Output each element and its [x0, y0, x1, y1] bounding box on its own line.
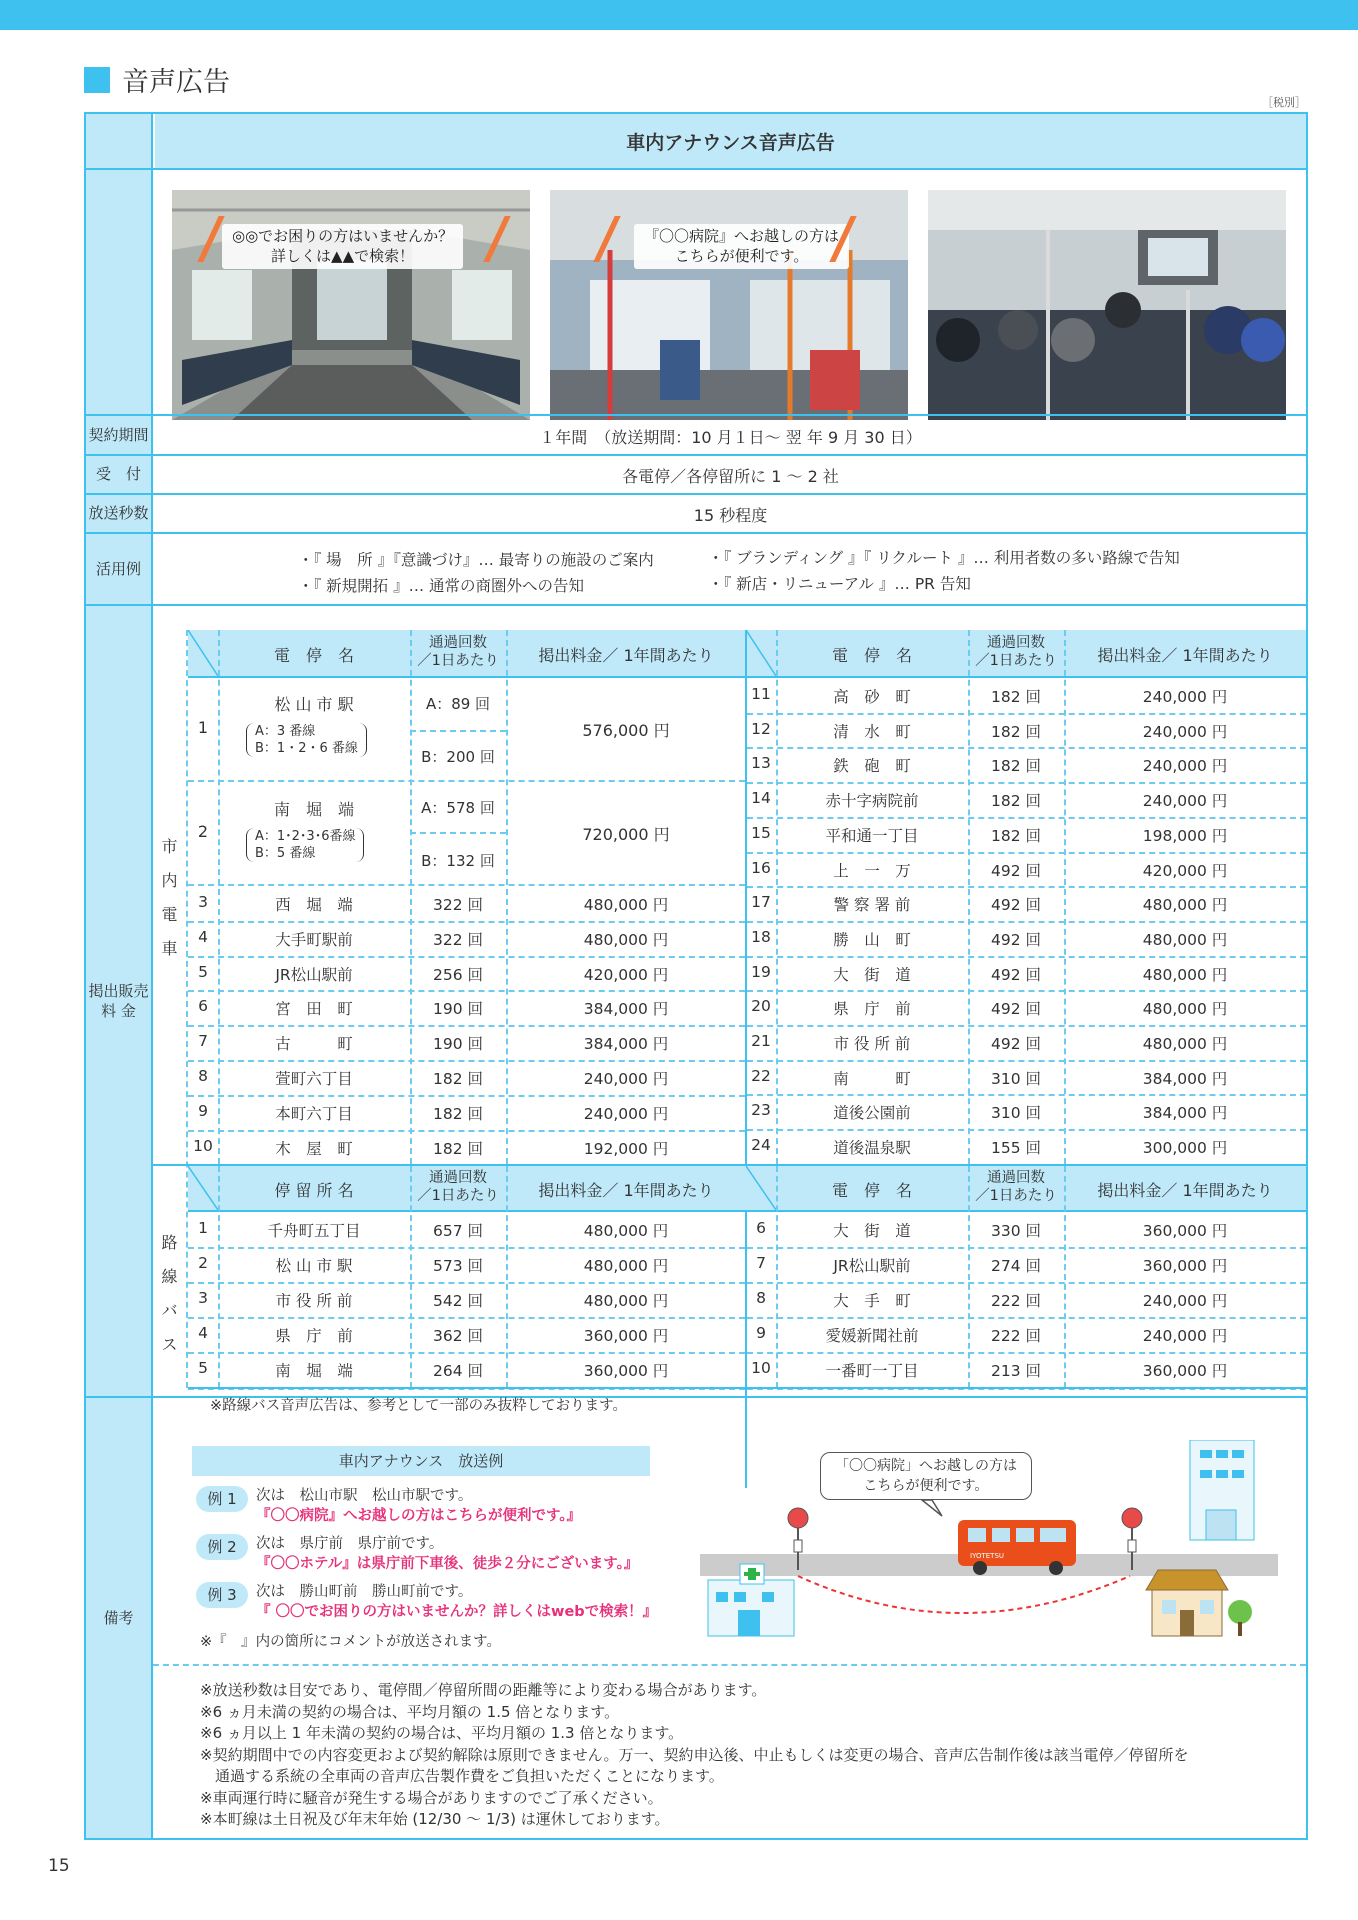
row-number: 16: [751, 858, 771, 877]
line-b: B：1・2・6 番線: [255, 741, 358, 756]
row-divider: [188, 1317, 745, 1319]
ad-price: 420,000 円: [1142, 861, 1228, 880]
stop-name: 南 堀 端: [275, 1362, 353, 1381]
bus-header-name-left: 停 留 所 名: [274, 1181, 354, 1200]
tram-side-char: 内: [161, 871, 178, 890]
pass-count: 322 回: [432, 896, 483, 914]
stop-name: 木 屋 町: [275, 1139, 353, 1158]
pass-count: 274 回: [990, 1257, 1041, 1276]
row-number: 17: [751, 893, 771, 912]
tram-stop-lines: [246, 723, 367, 757]
row-number: 9: [198, 1101, 208, 1120]
broadcast-example-title: 車内アナウンス 放送例: [192, 1446, 650, 1476]
title-row-label-cell: [86, 114, 153, 168]
ad-price: 480,000 円: [583, 930, 669, 949]
row-divider: [747, 1247, 1306, 1249]
price-label-line2: 料 金: [101, 1002, 136, 1020]
row-divider: [747, 956, 1306, 958]
row-number: 24: [751, 1136, 771, 1155]
header-count-line2: ／1日あたり: [975, 653, 1057, 669]
row-divider: [188, 921, 745, 923]
row-number: 5: [198, 962, 208, 981]
bus-side-char: 路: [161, 1233, 178, 1252]
pass-count: 492 回: [990, 1035, 1041, 1053]
stop-name: 愛媛新聞社前: [825, 1327, 919, 1346]
stop-name: 西 堀 端: [275, 896, 353, 914]
row-number: 20: [751, 997, 771, 1016]
usage-example-3: ・『 ブランディング 』『 リクルート 』… 利用者数の多い路線で告知: [708, 549, 1180, 567]
line-a: A：3 番線: [255, 724, 316, 739]
ad-price: 360,000 円: [583, 1327, 669, 1346]
ad-price: 240,000 円: [1142, 757, 1228, 776]
seconds-label: 放送秒数: [86, 495, 153, 532]
row-divider: [747, 852, 1306, 854]
pass-count: 322 回: [432, 930, 483, 949]
row-number: 4: [198, 1324, 208, 1343]
row-divider: [747, 1352, 1306, 1354]
row-divider: [747, 921, 1306, 923]
usage-example-4: ・『 新店・リニューアル 』… PR 告知: [708, 575, 971, 593]
pass-count: 573 回: [432, 1257, 483, 1276]
top-accent-bar: [0, 0, 1358, 30]
pass-count: 182 回: [990, 792, 1041, 811]
bus-side-label: [153, 1226, 186, 1362]
example-2-label: 例 2: [196, 1534, 248, 1560]
tram-stop-name: 松 山 市 駅: [274, 695, 354, 714]
row-number: 11: [751, 685, 771, 703]
row-divider: [747, 747, 1306, 749]
row-divider: [747, 1094, 1306, 1096]
ad-price: 480,000 円: [583, 1222, 669, 1240]
photo-train-interior: [172, 190, 530, 420]
stop-name: 鉄 砲 町: [833, 757, 911, 776]
row-number: 4: [198, 927, 208, 946]
usage-example-1: ・『 場 所 』『意識づけ』… 最寄りの施設のご案内: [298, 551, 654, 569]
title-square-icon: [84, 67, 110, 93]
row-number: 23: [751, 1101, 771, 1120]
stop-name: JR松山駅前: [833, 1257, 911, 1276]
tram-header-price-left: 掲出料金／ 1年間あたり: [538, 646, 714, 665]
ad-price: 300,000 円: [1142, 1139, 1228, 1158]
photo2-caption: [634, 224, 849, 269]
row-number: 22: [751, 1066, 771, 1085]
ad-price: 480,000 円: [1142, 1000, 1228, 1019]
usage-label: 活用例: [86, 534, 153, 604]
tram-side-char: 車: [161, 939, 178, 958]
diagonal-header-icon: [746, 630, 776, 676]
row-divider: [747, 1060, 1306, 1062]
stop-name: 大 街 道: [833, 965, 911, 984]
page-number: 15: [48, 1856, 70, 1876]
photo1-caption-line2: 詳しくは▲▲で検索！: [271, 246, 415, 265]
row-number: 7: [756, 1254, 766, 1273]
ad-price: 480,000 円: [1142, 1035, 1228, 1053]
stop-name: 清 水 町: [833, 722, 911, 741]
row-divider: [188, 1025, 745, 1027]
row-divider: [747, 817, 1306, 819]
pass-count: 492 回: [990, 930, 1041, 949]
ad-price: 480,000 円: [583, 896, 669, 914]
example-3-line1: 次は 勝山町前 勝山町前です。: [256, 1584, 473, 1600]
stop-name: 大手町駅前: [275, 930, 353, 949]
note-line: ※契約期間中での内容変更および契約解除は原則できません。万一、契約申込後、中止もしくは変更の場合、音声広告制作後は該当電停／停留所を: [200, 1745, 1189, 1764]
bus-header-count-right: [968, 1169, 1064, 1205]
row-number: 21: [751, 1032, 771, 1050]
pass-count: 264 回: [432, 1362, 483, 1381]
row-number: 3: [198, 893, 208, 911]
stop-name: 千舟町五丁目: [267, 1222, 361, 1240]
stop-name: 南 町: [833, 1069, 911, 1088]
route-map-icon: [700, 1440, 1280, 1640]
bus-footnote: ※路線バス音声広告は、参考として一部のみ抜粋しております。: [210, 1398, 627, 1414]
tram-row-no: 2: [197, 822, 209, 841]
pass-count: 182 回: [990, 757, 1041, 776]
example-1-label: 例 1: [196, 1486, 248, 1512]
stop-name: 宮 田 町: [275, 1000, 353, 1019]
tram-header-price-right: 掲出料金／ 1年間あたり: [1097, 646, 1273, 665]
ad-price: 480,000 円: [1142, 965, 1228, 984]
contract-label: 契約期間: [86, 416, 153, 454]
stop-name: 上 一 万: [833, 861, 911, 880]
ad-price: 240,000 円: [1142, 688, 1228, 706]
photo1-caption-line1: ◎◎でお困りの方はいませんか？: [232, 227, 454, 245]
bubble-line2: こちらが便利です。: [863, 1478, 989, 1494]
row-divider: [188, 990, 745, 992]
row-divider: [188, 1282, 745, 1284]
stop-name: 県 庁 前: [833, 1000, 911, 1019]
tax-note: ［税別］: [1262, 96, 1306, 109]
ad-price: 192,000 円: [583, 1139, 669, 1158]
stop-name: 赤十字病院前: [825, 792, 919, 811]
stop-name: 警 察 署 前: [833, 896, 911, 915]
ad-price: 480,000 円: [583, 1257, 669, 1276]
terms-notes: [200, 1680, 1188, 1831]
tram-header-name-left: 電 停 名: [273, 646, 354, 665]
bus-side-column: [153, 1166, 186, 1388]
row-divider: [188, 1095, 745, 1097]
row-number: 10: [751, 1359, 771, 1378]
pass-count: 182 回: [432, 1104, 483, 1123]
row-divider: [747, 1129, 1306, 1131]
bus-header-price-right: 掲出料金／ 1年間あたり: [1097, 1181, 1273, 1200]
row-number: 19: [751, 962, 771, 981]
row-divider: [188, 956, 745, 958]
photo1-caption: [222, 224, 463, 269]
ad-title: 車内アナウンス音声広告: [155, 114, 1306, 168]
route-illustration: [700, 1440, 1280, 1640]
note-line: ※6 ヵ月未満の契約の場合は、平均月額の 1.5 倍となります。: [200, 1702, 620, 1721]
row-divider: [747, 1025, 1306, 1027]
stop-name: 高 砂 町: [833, 688, 911, 706]
bus-brand-label: IYOTETSU: [970, 1552, 1005, 1560]
ad-price: 480,000 円: [1142, 896, 1228, 915]
stop-name: 萱町六丁目: [275, 1070, 353, 1088]
pass-count: 330 回: [990, 1222, 1041, 1240]
bus-side-char: バ: [161, 1301, 178, 1320]
pass-count: 492 回: [990, 861, 1041, 880]
ad-price: 420,000 円: [583, 965, 669, 984]
stop-name: 平和通一丁目: [825, 826, 919, 845]
row-number: 6: [756, 1219, 766, 1237]
row-divider: [747, 1282, 1306, 1284]
ad-price: 384,000 円: [1142, 1069, 1228, 1088]
bus-side-char: ス: [161, 1335, 178, 1354]
ad-price: 240,000 円: [1142, 792, 1228, 811]
row-number: 8: [198, 1067, 208, 1085]
accept-value: 各電停／各停留所に 1 ～ 2 社: [622, 467, 839, 486]
pass-count: 190 回: [432, 1000, 483, 1019]
stop-name: 本町六丁目: [275, 1104, 353, 1123]
line-a: A：1･2･3･6番線: [255, 829, 356, 844]
stop-name: 市 役 所 前: [833, 1035, 911, 1053]
section-title: [84, 60, 230, 99]
row-number: 9: [756, 1324, 766, 1343]
tram-count-a: A：578 回: [421, 799, 495, 817]
usage-example-2: ・『 新規開拓 』… 通常の商圏外への告知: [298, 577, 585, 595]
note-line: ※本町線は土日祝及び年末年始 (12/30 ～ 1/3) は運休しております。: [200, 1810, 670, 1828]
photo2-caption-line2: こちらが便利です。: [674, 246, 809, 265]
header-count-line1: 通過回数: [987, 635, 1045, 651]
pass-count: 362 回: [432, 1327, 483, 1346]
note-line: ※6 ヵ月以上 1 年未満の契約の場合は、平均月額の 1.3 倍となります。: [200, 1724, 684, 1742]
seconds-value: 15 秒程度: [693, 506, 768, 525]
tram-count-b: B：200 回: [421, 748, 495, 766]
stop-name: 松 山 市 駅: [275, 1257, 353, 1276]
tram-side-column: [153, 630, 186, 1164]
note-line: ※車両運行時に騒音が発生する場合がありますのでご了承ください。: [200, 1788, 663, 1807]
row-number: 1: [198, 1219, 208, 1237]
example-1-line1: 次は 松山市駅 松山市駅です。: [256, 1488, 473, 1504]
header-count-line1: 通過回数: [429, 635, 487, 651]
tram-side-label: [153, 830, 186, 966]
stop-name: 大 手 町: [833, 1292, 911, 1311]
row-number: 2: [198, 1254, 208, 1273]
tram-side-char: 市: [161, 837, 178, 856]
bubble-line1: 「〇〇病院」へお越しの方は: [835, 1458, 1017, 1474]
header-count-line1: 通過回数: [429, 1170, 487, 1186]
tram-header-count-right: [968, 634, 1064, 670]
row-divider: [188, 1060, 745, 1062]
pass-count: 182 回: [990, 722, 1041, 741]
pass-count: 657 回: [432, 1222, 483, 1240]
bus-header-count-left: [410, 1169, 506, 1205]
tram-header-name-right: 電 停 名: [831, 646, 912, 665]
stop-name: 道後温泉駅: [833, 1139, 911, 1158]
ad-price: 384,000 円: [583, 1000, 669, 1019]
note-line: 通過する系統の全車両の音声広告製作費をご負担いただくことになります。: [200, 1767, 724, 1785]
example-3-label: 例 3: [196, 1582, 248, 1608]
diagonal-header-icon: [188, 630, 218, 676]
row-number: 6: [198, 997, 208, 1016]
row-number: 14: [751, 789, 771, 808]
row-number: 15: [751, 823, 771, 842]
pass-count: 492 回: [990, 1000, 1041, 1019]
stop-name: 勝 山 町: [833, 930, 911, 949]
header-count-line2: ／1日あたり: [417, 653, 499, 669]
pass-count: 190 回: [432, 1035, 483, 1054]
ad-price: 384,000 円: [583, 1035, 669, 1054]
pass-count: 310 回: [990, 1104, 1041, 1123]
pass-count: 182 回: [990, 688, 1041, 706]
row-divider: [188, 1130, 745, 1132]
row-number: 3: [198, 1289, 208, 1308]
row-number: 8: [756, 1289, 766, 1308]
bus-header-price-left: 掲出料金／ 1年間あたり: [538, 1181, 714, 1200]
comment-note: ※『 』内の箇所にコメントが放送されます。: [200, 1634, 501, 1650]
pass-count: 182 回: [990, 826, 1041, 845]
ad-price: 360,000 円: [583, 1362, 669, 1381]
row-divider: [747, 1317, 1306, 1319]
row-divider: [188, 1352, 745, 1354]
pass-count: 182 回: [432, 1070, 483, 1088]
stop-name: 市 役 所 前: [275, 1292, 353, 1311]
ad-price: 480,000 円: [1142, 930, 1228, 949]
ad-price: 384,000 円: [1142, 1104, 1228, 1123]
ad-price: 360,000 円: [1142, 1257, 1228, 1276]
tram-price: 576,000 円: [582, 721, 670, 740]
pass-count: 256 回: [432, 965, 483, 984]
accept-label: 受 付: [86, 456, 153, 493]
tram-count-a: A：89 回: [425, 695, 491, 713]
row-number: 10: [193, 1136, 213, 1155]
tram-row-no: 1: [197, 718, 209, 737]
pass-count: 155 回: [990, 1139, 1041, 1158]
price-label-line1: 掲出販売: [88, 981, 149, 1000]
example-2-line2: 『〇〇ホテル』は県庁前下車後、徒歩２分にございます。』: [256, 1556, 639, 1572]
row-divider: [747, 782, 1306, 784]
header-count-line2: ／1日あたり: [975, 1188, 1057, 1204]
header-count-line2: ／1日あたり: [417, 1188, 499, 1204]
pass-count: 542 回: [432, 1292, 483, 1311]
contract-value: １年間 （放送期間：10 月１日～ 翌 年 9 月 30 日）: [539, 428, 922, 447]
note-line: ※放送秒数は目安であり、電停間／停留所間の距離等により変わる場合があります。: [200, 1681, 767, 1699]
bus-side-char: 線: [161, 1267, 178, 1286]
ad-price: 240,000 円: [1142, 1292, 1228, 1311]
tram-count-b: B：132 回: [421, 852, 495, 870]
ad-price: 240,000 円: [583, 1070, 669, 1088]
photo2-caption-line1: 『〇〇病院』へお越しの方は: [644, 227, 840, 245]
ad-price: 240,000 円: [1142, 1327, 1228, 1346]
row-number: 18: [751, 927, 771, 946]
photo-bus-interior: [550, 190, 908, 420]
stop-name: JR松山駅前: [275, 965, 353, 984]
row-number: 13: [751, 754, 771, 773]
stop-name: 一番町一丁目: [825, 1362, 919, 1381]
tram-side-char: 電: [161, 905, 178, 924]
example-3-line2: 『 〇〇でお困りの方はいませんか？詳しくはwebで検索！』: [256, 1604, 658, 1620]
section-title-text: 音声広告: [122, 67, 230, 98]
pass-count: 182 回: [432, 1139, 483, 1158]
bus-header-name-right: 電 停 名: [831, 1181, 912, 1200]
header-count-line1: 通過回数: [987, 1170, 1045, 1186]
diagonal-header-icon: [746, 1166, 776, 1210]
stop-name: 道後公園前: [833, 1104, 911, 1123]
stop-name: 県 庁 前: [275, 1327, 353, 1346]
ad-price: 480,000 円: [583, 1292, 669, 1311]
row-divider: [747, 990, 1306, 992]
example-1-line2: 『〇〇病院』へお越しの方はこちらが便利です。』: [256, 1508, 582, 1524]
tram-stop-lines: [246, 828, 364, 862]
tram-price: 720,000 円: [582, 825, 670, 844]
tram-stop-name: 南 堀 端: [273, 800, 354, 819]
photo-bus-passengers: [928, 190, 1286, 420]
pass-count: 492 回: [990, 965, 1041, 984]
ad-price: 240,000 円: [1142, 722, 1228, 741]
line-b: B：5 番線: [255, 846, 316, 861]
ad-price: 240,000 円: [583, 1104, 669, 1123]
pass-count: 222 回: [990, 1327, 1041, 1346]
stop-name: 大 街 道: [833, 1222, 911, 1240]
row-number: 7: [198, 1032, 208, 1051]
pass-count: 310 回: [990, 1069, 1041, 1088]
ad-price: 360,000 円: [1142, 1362, 1228, 1381]
notes-label: 備考: [86, 1398, 153, 1838]
pass-count: 492 回: [990, 896, 1041, 915]
row-divider: [747, 886, 1306, 888]
row-divider: [747, 713, 1306, 715]
example-2-line1: 次は 県庁前 県庁前です。: [256, 1536, 444, 1552]
price-label: [86, 606, 153, 1396]
notes-divider: [153, 1664, 1306, 1666]
stop-name: 古 町: [275, 1035, 353, 1054]
ad-price: 198,000 円: [1142, 826, 1228, 845]
pass-count: 213 回: [990, 1362, 1041, 1381]
row-number: 5: [198, 1359, 208, 1378]
row-divider: [188, 1247, 745, 1249]
tram-header-count-left: [410, 634, 506, 670]
ad-price: 360,000 円: [1142, 1222, 1228, 1240]
pass-count: 222 回: [990, 1292, 1041, 1311]
row-number: 12: [751, 719, 771, 738]
diagonal-header-icon: [188, 1166, 218, 1210]
